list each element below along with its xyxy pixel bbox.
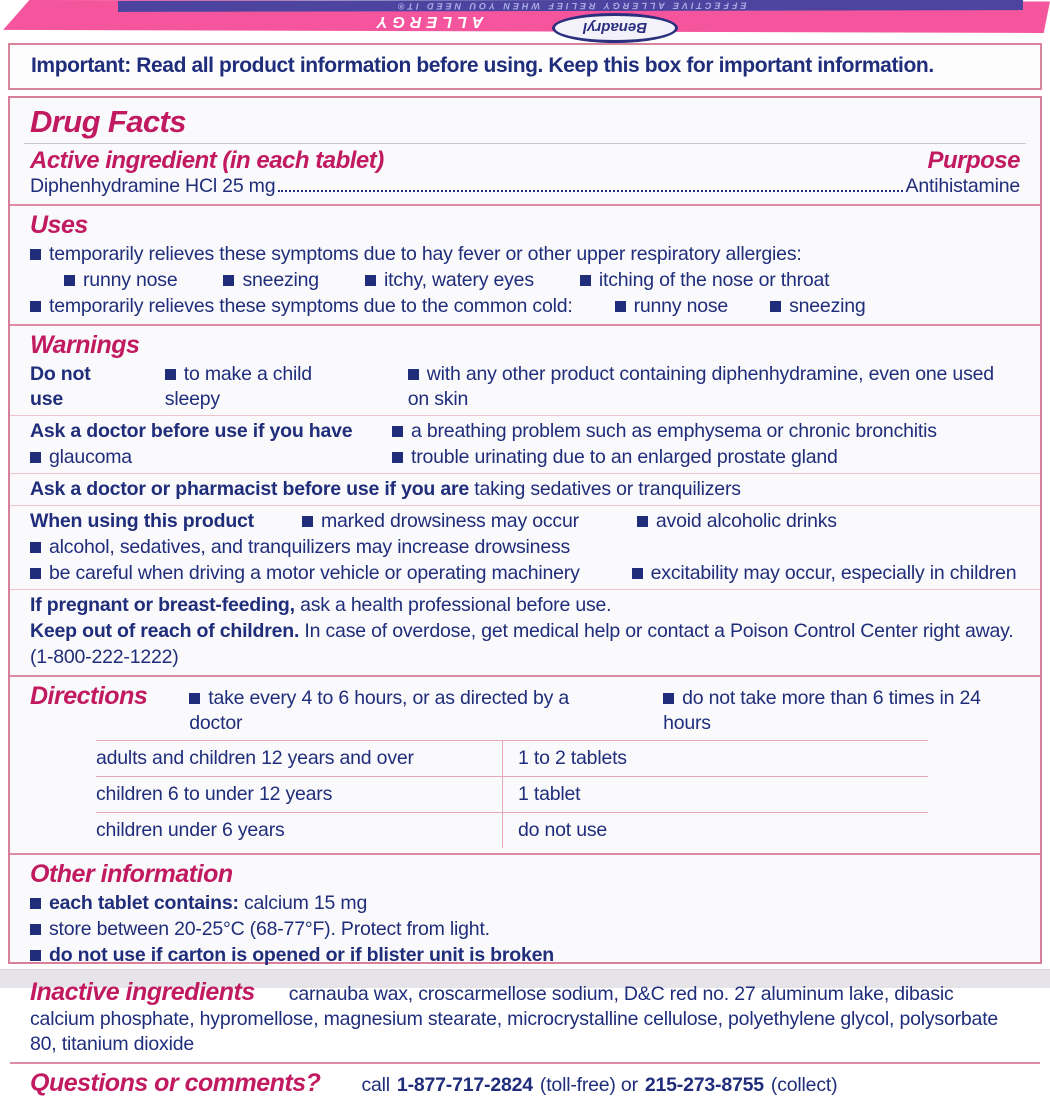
pregnant-line: If pregnant or breast-feeding, ask a health professional before use. bbox=[30, 594, 612, 616]
symptom-item: itching of the nose or throat bbox=[580, 268, 830, 293]
warning-item: to make a child sleepy bbox=[164, 363, 312, 410]
bullet-icon bbox=[302, 516, 313, 527]
when-using-line-3 bbox=[30, 561, 1020, 586]
drug-facts-panel bbox=[8, 96, 1042, 1097]
drug-facts-title: Drug Facts bbox=[30, 104, 186, 139]
directions-header bbox=[30, 682, 1020, 736]
ingredient-purpose: Antihistamine bbox=[905, 175, 1020, 197]
bullet-icon bbox=[30, 452, 41, 463]
bullet-icon bbox=[30, 924, 41, 935]
divider bbox=[10, 473, 1040, 474]
age-group-cell: adults and children 12 years and over bbox=[96, 747, 414, 769]
when-using-line-1 bbox=[30, 509, 1020, 534]
inactive-ingredients bbox=[30, 980, 1020, 1057]
when-using-line-2: alcohol, sedatives, and tranquilizers may increase drowsiness bbox=[30, 535, 1020, 560]
other-info-item-3: do not use if carton is opened or if blister unit is broken bbox=[30, 943, 1020, 968]
divider bbox=[10, 505, 1040, 506]
section-divider bbox=[10, 204, 1040, 206]
bullet-icon bbox=[30, 568, 41, 579]
section-divider bbox=[10, 853, 1040, 855]
section-divider bbox=[10, 324, 1040, 326]
bullet-icon bbox=[30, 301, 41, 312]
call-label: call bbox=[361, 1074, 390, 1096]
bullet-icon bbox=[770, 301, 781, 312]
tagline-strip bbox=[118, 0, 1023, 12]
questions-row bbox=[30, 1069, 1020, 1098]
symptom-item: runny nose bbox=[64, 268, 177, 293]
directions-heading: Directions bbox=[30, 682, 148, 710]
tollfree-phone: 1-877-717-2824 bbox=[396, 1074, 533, 1096]
active-ingredient-row bbox=[30, 174, 1020, 199]
collect-phone: 215-273-8755 bbox=[644, 1074, 764, 1096]
age-group-cell: children 6 to under 12 years bbox=[96, 783, 333, 805]
other-information-heading: Other information bbox=[30, 860, 233, 888]
important-notice: Important: Read all product information before using. Keep this box for important information. bbox=[8, 43, 1042, 90]
direction-item: do not take more than 6 times in 24 hours bbox=[663, 687, 981, 734]
bullet-icon bbox=[30, 898, 41, 909]
bullet-icon bbox=[189, 693, 200, 704]
symptom-item: sneezing bbox=[770, 295, 865, 317]
questions-heading: Questions or comments? bbox=[30, 1069, 321, 1097]
warning-item: marked drowsiness may occur bbox=[302, 509, 579, 534]
benadryl-logo bbox=[552, 13, 678, 43]
active-ingredient-heading: Active ingredient (in each tablet) bbox=[30, 147, 384, 174]
bullet-icon bbox=[64, 275, 75, 286]
other-info-item-1: each tablet contains: calcium 15 mg bbox=[30, 891, 1020, 916]
symptom-item: itchy, watery eyes bbox=[365, 268, 534, 293]
uses-allergy-intro: temporarily relieves these symptoms due to hay fever or other upper respiratory allergies: bbox=[30, 242, 1020, 267]
warning-item: a breathing problem such as emphysema or chronic bronchitis bbox=[392, 419, 1020, 444]
uses-heading: Uses bbox=[30, 211, 88, 239]
direction-item: take every 4 to 6 hours, or as directed by a doctor bbox=[189, 687, 570, 734]
ask-pharmacist-label: Ask a doctor or pharmacist before use if you are bbox=[30, 478, 470, 500]
divider bbox=[10, 589, 1040, 590]
table-row bbox=[96, 740, 928, 776]
warnings-heading: Warnings bbox=[30, 331, 140, 359]
purpose-heading: Purpose bbox=[927, 147, 1020, 174]
do-not-use-label: Do not use bbox=[30, 363, 91, 410]
bullet-icon bbox=[30, 249, 41, 260]
warning-item: trouble urinating due to an enlarged prostate gland bbox=[392, 445, 1020, 470]
divider bbox=[10, 415, 1040, 416]
product-line-label: ALLERGY bbox=[372, 13, 484, 30]
active-ingredient-header bbox=[30, 147, 1020, 174]
warning-item: with any other product containing diphenhydramine, even one used on skin bbox=[407, 363, 994, 410]
keep-out-label: Keep out of reach of children. bbox=[30, 620, 300, 642]
other-info-item-2: store between 20-25°C (68-77°F). Protect from light. bbox=[30, 917, 1020, 942]
bullet-icon bbox=[392, 452, 403, 463]
ingredient-name: Diphenhydramine HCl 25 mg bbox=[30, 175, 276, 197]
bullet-icon bbox=[632, 568, 643, 579]
bullet-icon bbox=[392, 426, 403, 437]
dot-leader bbox=[278, 190, 902, 192]
bullet-icon bbox=[663, 693, 674, 704]
section-divider bbox=[10, 675, 1040, 677]
warning-item: excitability may occur, especially in children bbox=[632, 561, 1017, 586]
table-row bbox=[96, 812, 928, 848]
inactive-ingredients-heading: Inactive ingredients bbox=[30, 978, 255, 1006]
symptom-item: sneezing bbox=[223, 268, 318, 293]
bullet-icon bbox=[637, 516, 648, 527]
tollfree-note: (toll-free) or bbox=[539, 1074, 638, 1096]
do-not-use-line bbox=[30, 362, 1020, 412]
box-top-edge bbox=[0, 0, 1050, 36]
pregnant-label: If pregnant or breast-feeding, bbox=[30, 594, 295, 616]
uses-cold-line: temporarily relieves these symptoms due to the common cold: runny nose sneezing bbox=[30, 294, 1020, 319]
bullet-icon bbox=[30, 950, 41, 961]
collect-note: (collect) bbox=[770, 1074, 838, 1096]
bullet-icon bbox=[365, 275, 376, 286]
warning-item: be careful when driving a motor vehicle or operating machinery bbox=[30, 561, 580, 586]
table-row bbox=[96, 776, 928, 812]
divider bbox=[24, 143, 1026, 144]
brand-name: Benadryl bbox=[582, 19, 648, 37]
age-group-cell: children under 6 years bbox=[96, 819, 285, 841]
ask-pharmacist-line: Ask a doctor or pharmacist before use if you are taking sedatives or tranquilizers bbox=[30, 478, 741, 500]
warning-item: avoid alcoholic drinks bbox=[637, 509, 837, 534]
warning-item: glaucoma bbox=[30, 445, 392, 470]
ask-doctor-label: Ask a doctor before use if you have bbox=[30, 420, 353, 442]
bullet-icon bbox=[165, 369, 176, 380]
dosage-table bbox=[96, 740, 928, 848]
bullet-icon bbox=[408, 369, 419, 380]
section-divider bbox=[10, 1062, 1040, 1064]
uses-allergy-symptoms bbox=[64, 268, 1020, 293]
bullet-icon bbox=[30, 542, 41, 553]
dose-cell: 1 to 2 tablets bbox=[502, 741, 928, 776]
brand-tagline: EFFECTIVE ALLERGY RELIEF WHEN YOU NEED IT® bbox=[394, 0, 747, 12]
inactive-ingredients-text: carnauba wax, croscarmellose sodium, D&C red no. 27 aluminum lake, dibasic calcium phosphate, hypromellose, magnesium stearate, microcrystalline cellulose, polyethylene glycol, polysorbate 80, titanium dioxide bbox=[30, 983, 999, 1055]
poison-phone: (1-800-222-1222) bbox=[30, 646, 179, 668]
bullet-icon bbox=[223, 275, 234, 286]
dose-cell: 1 tablet bbox=[502, 777, 928, 812]
dose-cell: do not use bbox=[502, 813, 928, 848]
keep-out-line: Keep out of reach of children. In case of overdose, get medical help or contact a Poison Control Center right away. bbox=[30, 620, 1014, 642]
bullet-icon bbox=[615, 301, 626, 312]
symptom-item: runny nose bbox=[615, 295, 728, 317]
bullet-icon bbox=[580, 275, 591, 286]
ask-doctor-block bbox=[30, 419, 1020, 470]
when-using-label: When using this product bbox=[30, 510, 254, 532]
